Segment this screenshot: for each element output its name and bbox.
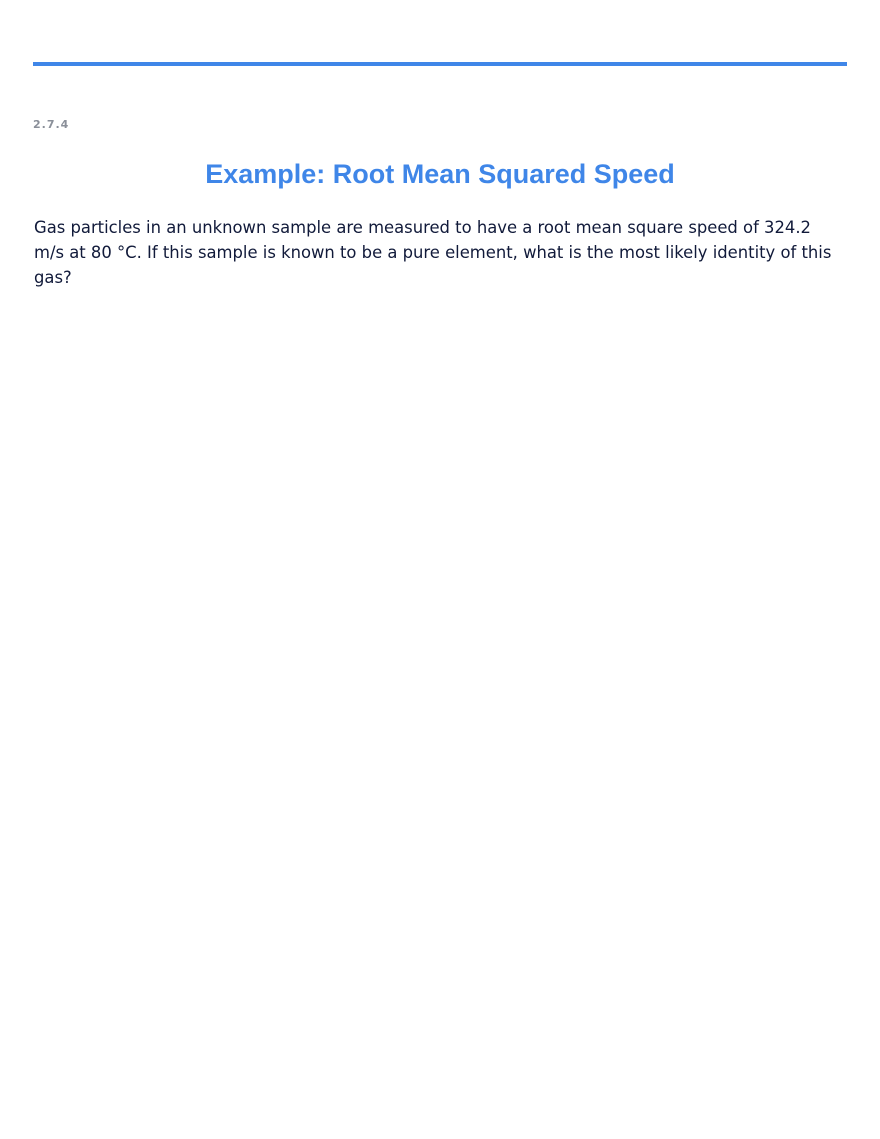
section-number: 2.7.4	[33, 118, 70, 131]
top-divider	[33, 62, 847, 66]
example-title: Example: Root Mean Squared Speed	[205, 159, 675, 189]
example-question: Gas particles in an unknown sample are measured to have a root mean square speed of 324.2 m/s at 80 °C. If this sample is known to be a pure element, what is the most likely identity of this gas?	[34, 218, 832, 287]
